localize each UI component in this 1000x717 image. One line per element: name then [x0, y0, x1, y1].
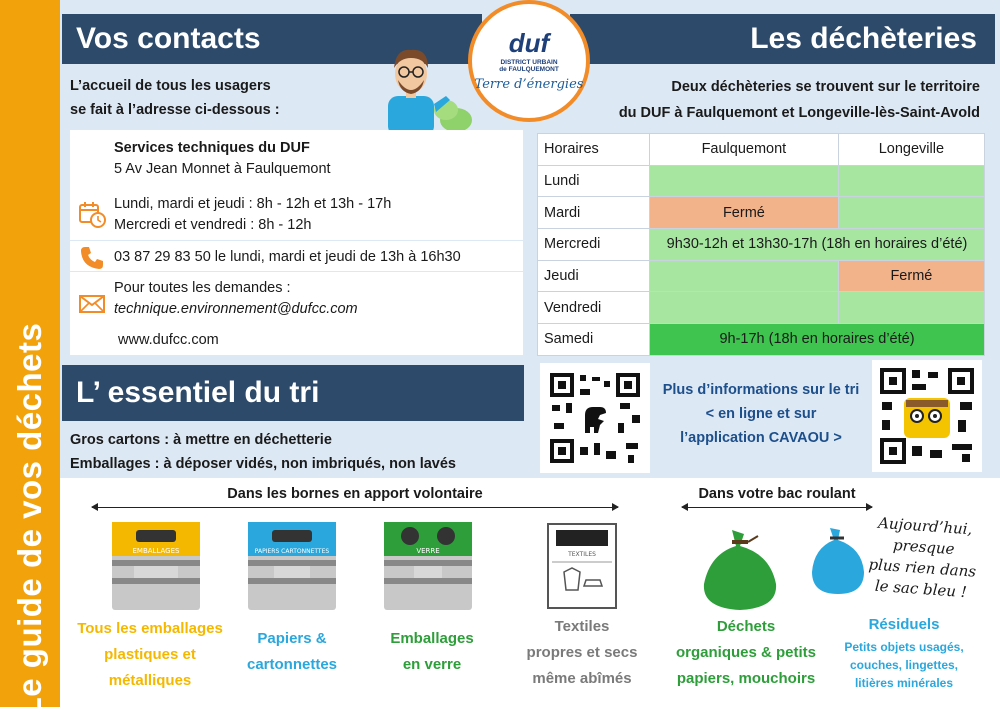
caption-line: Papiers &	[257, 630, 327, 647]
cell-closed: Fermé	[838, 260, 984, 292]
qr-info-line2: < en ligne et sur	[705, 406, 817, 422]
day-lundi: Lundi	[538, 165, 650, 197]
bac-arrow	[682, 507, 872, 508]
website-link[interactable]: www.dufcc.com	[118, 332, 219, 348]
caption-line: même abîmés	[532, 670, 632, 687]
qr-info-text	[652, 378, 870, 450]
bornes-arrow	[92, 507, 618, 508]
cell-weekday-hours: 9h30-12h et 13h30-17h (18h en horaires d’été)	[650, 229, 985, 261]
caption-residuels	[834, 612, 974, 692]
caption-title: Résiduels	[868, 616, 940, 633]
table-row	[538, 197, 985, 229]
caption-line: cartonnettes	[246, 656, 338, 673]
caption-line: organiques & petits	[675, 644, 817, 661]
table-row	[538, 165, 985, 197]
duf-logo	[468, 0, 590, 122]
table-row	[538, 292, 985, 324]
header-horaires: Horaires	[538, 134, 650, 166]
cell-open	[650, 260, 839, 292]
decheteries-intro	[619, 74, 980, 126]
blue-bin-icon	[244, 520, 340, 612]
caption-textiles	[516, 614, 648, 692]
bin4-tag: TEXTILES	[568, 551, 596, 558]
tri-title: L’ essentiel du tri	[76, 376, 320, 409]
caption-verre	[370, 626, 494, 678]
contacts-intro	[70, 74, 280, 122]
table-row	[538, 260, 985, 292]
qr-info-line1: Plus d’informations sur le tri	[662, 382, 860, 398]
green-bin-icon	[380, 520, 476, 612]
caption-line: litières minérales	[854, 676, 954, 690]
caption-line: propres et secs	[526, 644, 638, 661]
cell-open	[838, 292, 984, 324]
cell-open	[650, 292, 839, 324]
org-name: Services techniques du DUF	[114, 140, 310, 156]
green-organic-bag-icon	[692, 520, 788, 616]
sidebar	[0, 0, 60, 717]
logo-line2: de FAULQUEMONT	[499, 66, 559, 73]
decheterie-hours-table	[537, 133, 985, 356]
demands-label: Pour toutes les demandes :	[114, 280, 291, 296]
caption-line: plastiques et	[104, 646, 196, 663]
caption-line: Petits objets usagés,	[844, 640, 964, 654]
cell-open	[838, 197, 984, 229]
caption-line: couches, lingettes,	[849, 658, 959, 672]
day-samedi: Samedi	[538, 324, 650, 356]
contacts-card	[70, 130, 523, 355]
table-header-row	[538, 134, 985, 166]
header-longeville: Longeville	[838, 134, 984, 166]
caption-papiers	[230, 626, 354, 678]
decheteries-title: Les déchèteries	[750, 22, 977, 55]
intro-line1: L’accueil de tous les usagers	[70, 78, 271, 94]
note-line2: presque	[892, 535, 956, 559]
email-link[interactable]: technique.environnement@dufcc.com	[114, 301, 358, 317]
bac-label: Dans votre bac roulant	[698, 486, 856, 502]
dech-intro-line2: du DUF à Faulquemont et Longeville-lès-Saint-Avold	[618, 105, 980, 121]
caption-line: en verre	[402, 656, 462, 673]
divider	[70, 271, 523, 272]
qr-code-web[interactable]	[540, 363, 650, 473]
cell-closed: Fermé	[650, 197, 839, 229]
address-block	[114, 138, 331, 180]
caption-line: Textiles	[554, 618, 610, 635]
caption-line: métalliques	[108, 672, 192, 689]
bin2-tag: PAPIERS CARTONNETTES	[254, 548, 330, 555]
header-faulquemont: Faulquemont	[650, 134, 839, 166]
logo-mark: duf	[508, 28, 550, 58]
tri-line1: Gros cartons : à mettre en déchetterie	[70, 432, 332, 448]
cell-open	[838, 165, 984, 197]
textile-container-icon	[544, 520, 620, 612]
phone-number: 03 87 29 83 50 le lundi, mardi et jeudi de 13h à 16h30	[114, 249, 461, 265]
bin1-tag: EMBALLAGES	[132, 547, 180, 555]
opening-hours-block	[114, 194, 391, 236]
dech-intro-line1: Deux déchèteries se trouvent sur le territoire	[671, 79, 980, 95]
table-row	[538, 229, 985, 261]
caption-line: Emballages	[390, 630, 474, 647]
tri-banner	[62, 365, 524, 421]
hours-line2: Mercredi et vendredi : 8h - 12h	[114, 217, 312, 233]
qr-code-cavaou-app[interactable]	[872, 360, 982, 472]
note-line1: Aujourd’hui,	[877, 513, 973, 539]
hours-line1: Lundi, mardi et jeudi : 8h - 12h et 13h - 17h	[114, 196, 392, 212]
day-mercredi: Mercredi	[538, 229, 650, 261]
note-line3: plus rien dans	[867, 555, 977, 581]
logo-line1: DISTRICT URBAIN	[500, 59, 558, 66]
email-block	[114, 278, 358, 320]
caption-emballages	[68, 616, 232, 694]
caption-line: papiers, mouchoirs	[676, 670, 816, 687]
tri-line2: Emballages : à déposer vidés, non imbriqués, non lavés	[70, 456, 456, 472]
yellow-bin-icon	[108, 520, 204, 612]
cell-saturday-hours: 9h-17h (18h en horaires d’été)	[650, 324, 985, 356]
phone-icon	[78, 244, 106, 272]
contacts-title: Vos contacts	[76, 22, 261, 55]
address: 5 Av Jean Monnet à Faulquemont	[114, 161, 331, 177]
bornes-label: Dans les bornes en apport volontaire	[227, 486, 483, 502]
day-mardi: Mardi	[538, 197, 650, 229]
caption-line: Déchets	[716, 618, 776, 635]
calendar-clock-icon	[78, 200, 106, 228]
bin3-tag: VERRE	[416, 547, 440, 555]
table-row	[538, 324, 985, 356]
caption-line: Tous les emballages	[77, 620, 223, 637]
handwritten-note	[845, 511, 1000, 605]
caption-organiques	[666, 614, 826, 692]
intro-line2: se fait à l’adresse ci-dessous :	[70, 102, 280, 118]
decheteries-banner	[570, 14, 995, 64]
day-vendredi: Vendredi	[538, 292, 650, 324]
note-line4: le sac bleu !	[874, 576, 968, 602]
logo-tagline: Terre d’énergies	[474, 77, 584, 92]
cell-open	[650, 165, 839, 197]
divider	[70, 240, 523, 241]
mail-icon	[78, 290, 106, 318]
tri-text	[70, 428, 456, 476]
mascot-illustration	[368, 40, 472, 136]
guide-title: Le guide de vos déchets	[11, 322, 48, 717]
day-jeudi: Jeudi	[538, 260, 650, 292]
qr-info-line3: l’application CAVAOU >	[680, 430, 842, 446]
